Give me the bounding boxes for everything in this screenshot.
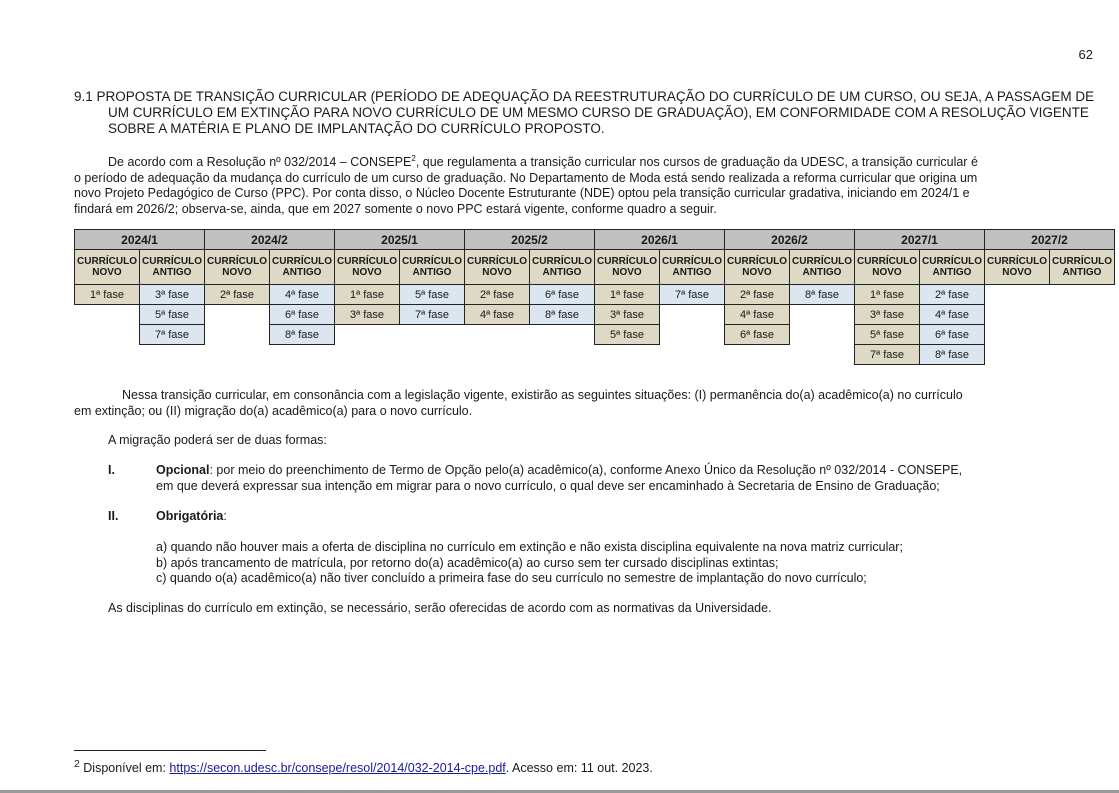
- antigo-phase-cell: 5ª fase: [140, 305, 205, 325]
- empty-cell: [790, 325, 855, 345]
- empty-cell: [725, 345, 790, 365]
- empty-cell: [530, 345, 595, 365]
- empty-cell: [660, 345, 725, 365]
- curriculo-novo-header: CURRÍCULO NOVO: [595, 250, 660, 285]
- table-row: [75, 325, 1115, 345]
- year-header: 2025/2: [465, 230, 595, 250]
- empty-cell: [790, 305, 855, 325]
- situations-line: em extinção; ou (II) migração do(a) acadêmico(a) para o novo currículo.: [74, 403, 473, 418]
- intro-line: [74, 151, 1049, 171]
- antigo-phase-cell: 6ª fase: [920, 325, 985, 345]
- item-1-line: em que deverá expressar sua intenção em migrar para o novo currículo, o qual deve ser encaminhado à Secretaria de Ensino de Graduação;: [156, 478, 940, 493]
- antigo-phase-cell: 8ª fase: [530, 305, 595, 325]
- empty-cell: [595, 345, 660, 365]
- antigo-phase-cell: 2ª fase: [920, 285, 985, 305]
- antigo-phase-cell: 6ª fase: [270, 305, 335, 325]
- footnote-link[interactable]: https://secon.udesc.br/consepe/resol/2014/032-2014-cpe.pdf: [169, 761, 506, 776]
- item-2-suffix: :: [223, 509, 227, 523]
- empty-cell: [400, 325, 465, 345]
- heading-line: UM CURRÍCULO EM EXTINÇÃO PARA NOVO CURRÍCULO DE UM MESMO CURSO DE GRADUAÇÃO), EM CONFORMIDADE COM A RESOLUÇÃO VIGENTE: [108, 105, 1089, 120]
- novo-phase-cell: 1ª fase: [335, 285, 400, 305]
- curriculo-antigo-header: CURRÍCULO ANTIGO: [920, 250, 985, 285]
- empty-cell: [75, 325, 140, 345]
- antigo-phase-cell: 8ª fase: [790, 285, 855, 305]
- year-header: 2026/1: [595, 230, 725, 250]
- item-1-label: I.: [108, 463, 115, 477]
- year-header: 2026/2: [725, 230, 855, 250]
- novo-phase-cell: 3ª fase: [855, 305, 920, 325]
- intro-line: findará em 2026/2; observa-se, ainda, que em 2027 somente o novo PPC estará vigente, conforme quadro a seguir.: [74, 201, 717, 216]
- antigo-phase-cell: 6ª fase: [530, 285, 595, 305]
- heading-line: 9.1 PROPOSTA DE TRANSIÇÃO CURRICULAR (PERÍODO DE ADEQUAÇÃO DA REESTRUTURAÇÃO DO CURRÍCULO DE UM CURSO, OU SEJA, A PASSAGEM DE: [74, 89, 1095, 104]
- subitem-b: b) após trancamento de matrícula, por retorno do(a) acadêmico(a) ao curso sem ter cursado disciplinas extintas;: [156, 555, 779, 570]
- closing-paragraph: As disciplinas do currículo em extinção, se necessário, serão oferecidas de acordo com as normativas da Universidade.: [108, 601, 772, 615]
- year-header: 2027/1: [855, 230, 985, 250]
- item-2-label: II.: [108, 509, 119, 523]
- year-header: 2027/2: [985, 230, 1115, 250]
- curriculo-novo-header: CURRÍCULO NOVO: [205, 250, 270, 285]
- table-body: [75, 285, 1115, 365]
- novo-phase-cell: 7ª fase: [855, 345, 920, 365]
- antigo-phase-cell: 7ª fase: [140, 325, 205, 345]
- empty-cell: [140, 345, 205, 365]
- curriculo-novo-header: CURRÍCULO NOVO: [855, 250, 920, 285]
- curriculo-novo-header: CURRÍCULO NOVO: [985, 250, 1050, 285]
- year-header-row: [75, 230, 1115, 250]
- curriculo-novo-header: CURRÍCULO NOVO: [725, 250, 790, 285]
- transition-table: [74, 229, 1115, 365]
- table-row: [75, 345, 1115, 365]
- empty-cell: [205, 325, 270, 345]
- novo-phase-cell: 5ª fase: [595, 325, 660, 345]
- migration-intro: A migração poderá ser de duas formas:: [108, 433, 327, 447]
- novo-phase-cell: 5ª fase: [855, 325, 920, 345]
- novo-phase-cell: 1ª fase: [75, 285, 140, 305]
- novo-phase-cell: 2ª fase: [465, 285, 530, 305]
- novo-phase-cell: 1ª fase: [855, 285, 920, 305]
- item-1-title: Opcional: [156, 463, 210, 477]
- novo-phase-cell: 4ª fase: [725, 305, 790, 325]
- intro-text: , que regulamenta a transição curricular nos cursos de graduação da UDESC, a transição curricular é: [415, 155, 978, 170]
- curriculo-antigo-header: CURRÍCULO ANTIGO: [1050, 250, 1115, 285]
- table-row: [75, 285, 1115, 305]
- curriculo-antigo-header: CURRÍCULO ANTIGO: [270, 250, 335, 285]
- footnote-rule: [74, 750, 266, 751]
- year-header: 2024/1: [75, 230, 205, 250]
- intro-line: novo Projeto Pedagógico de Curso (PPC). Por conta disso, o Núcleo Docente Estruturante (NDE) optou pela transição curricular gradativa, iniciando em 2024/1 e: [74, 186, 970, 201]
- intro-paragraph: [74, 151, 1049, 217]
- year-header: 2024/2: [205, 230, 335, 250]
- footnote-text: Disponível em:: [79, 761, 170, 776]
- year-header: 2025/1: [335, 230, 465, 250]
- empty-cell: [75, 305, 140, 325]
- empty-cell: [270, 345, 335, 365]
- footnote-ref: 2: [411, 154, 416, 163]
- curriculo-antigo-header: CURRÍCULO ANTIGO: [530, 250, 595, 285]
- curriculo-antigo-header: CURRÍCULO ANTIGO: [400, 250, 465, 285]
- item-1-text: [156, 463, 962, 494]
- subitem-c: c) quando o(a) acadêmico(a) não tiver concluído a primeira fase do seu currículo no semestre de implantação do novo currículo;: [156, 571, 867, 585]
- section-heading: [74, 89, 1095, 137]
- curriculo-novo-header: CURRÍCULO NOVO: [75, 250, 140, 285]
- novo-phase-cell: 3ª fase: [335, 305, 400, 325]
- subitem-a: a) quando não houver mais a oferta de disciplina no currículo em extinção e não exista disciplina equivalente na nova matriz curricular;: [156, 540, 903, 554]
- empty-cell: [465, 345, 530, 365]
- empty-cell: [660, 325, 725, 345]
- item-2-subitems: [156, 540, 903, 587]
- empty-cell: [335, 325, 400, 345]
- heading-line: SOBRE A MATÉRIA E PLANO DE IMPLANTAÇÃO DO CURRÍCULO PROPOSTO.: [108, 121, 605, 136]
- antigo-phase-cell: 5ª fase: [400, 285, 465, 305]
- curriculo-antigo-header: CURRÍCULO ANTIGO: [660, 250, 725, 285]
- table-row: [75, 305, 1115, 325]
- footnote-text: . Acesso em: 11 out. 2023.: [505, 761, 653, 776]
- antigo-phase-cell: 4ª fase: [920, 305, 985, 325]
- curriculo-novo-header: CURRÍCULO NOVO: [465, 250, 530, 285]
- empty-cell: [205, 305, 270, 325]
- empty-cell: [465, 325, 530, 345]
- page-number: 62: [1078, 47, 1093, 62]
- situations-line: Nessa transição curricular, em consonância com a legislação vigente, existirão as seguintes situações: (I) permanência do(a) acadêmico(a) no currículo: [122, 388, 963, 402]
- novo-phase-cell: 1ª fase: [595, 285, 660, 305]
- antigo-phase-cell: 3ª fase: [140, 285, 205, 305]
- antigo-phase-cell: 8ª fase: [270, 325, 335, 345]
- antigo-phase-cell: 7ª fase: [660, 285, 725, 305]
- novo-phase-cell: 2ª fase: [205, 285, 270, 305]
- novo-phase-cell: 4ª fase: [465, 305, 530, 325]
- intro-text: De acordo com a Resolução nº 032/2014 – CONSEPE: [108, 155, 412, 170]
- antigo-phase-cell: 7ª fase: [400, 305, 465, 325]
- situations-paragraph: [74, 388, 1049, 419]
- curriculo-novo-header: CURRÍCULO NOVO: [335, 250, 400, 285]
- footnote-number: 2: [74, 759, 80, 770]
- item-2-line: [156, 509, 227, 525]
- antigo-phase-cell: 4ª fase: [270, 285, 335, 305]
- empty-cell: [335, 345, 400, 365]
- novo-phase-cell: 2ª fase: [725, 285, 790, 305]
- empty-cell: [660, 305, 725, 325]
- novo-phase-cell: 6ª fase: [725, 325, 790, 345]
- empty-cell: [790, 345, 855, 365]
- empty-cell: [530, 325, 595, 345]
- curriculo-antigo-header: CURRÍCULO ANTIGO: [790, 250, 855, 285]
- empty-cell: [75, 345, 140, 365]
- intro-line: o período de adequação da mudança do currículo de um curso de graduação. No Departamento de Moda está sendo realizada a reforma curricular que origina um: [74, 170, 978, 185]
- curriculum-label-row: [75, 250, 1115, 285]
- item-2-title: Obrigatória: [156, 509, 224, 523]
- novo-phase-cell: 3ª fase: [595, 305, 660, 325]
- item-1-rest: : por meio do preenchimento de Termo de Opção pelo(a) acadêmico(a), conforme Anexo Único da Resolução nº 032/2014 - CONSEPE,: [209, 463, 963, 477]
- footnote: [74, 759, 653, 775]
- item-2-text: [156, 509, 227, 525]
- empty-cell: [205, 345, 270, 365]
- curriculo-antigo-header: CURRÍCULO ANTIGO: [140, 250, 205, 285]
- antigo-phase-cell: 8ª fase: [920, 345, 985, 365]
- empty-cell: [400, 345, 465, 365]
- item-1-line: [156, 463, 962, 479]
